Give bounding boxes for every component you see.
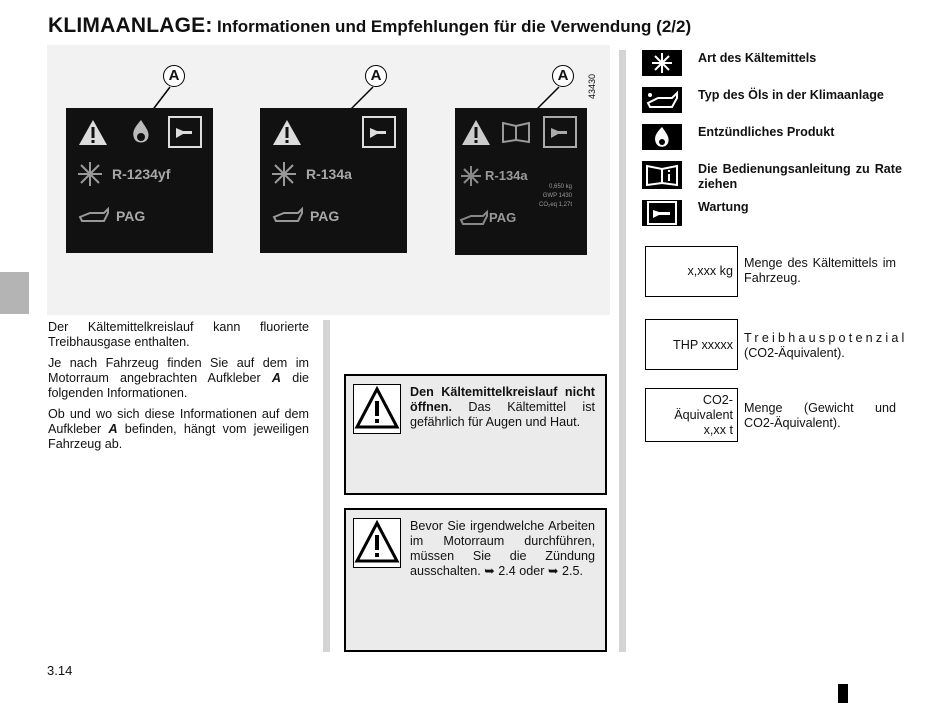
info-box-value [645,246,738,297]
wrench-icon [642,200,682,226]
manual-book-icon [501,120,531,144]
legend-icon [642,87,682,113]
info-value: CO2- Äquivalent x,xx t [674,393,733,437]
warning-triangle-icon [461,118,491,146]
callout-a-3: A [552,65,574,87]
warning-box-1 [344,374,607,495]
refrigerant-text: R-134a [306,166,352,182]
sticker-label-1 [66,108,213,253]
paragraph [48,356,309,401]
qty-line: CO₂eq 1,27t [539,202,573,208]
paragraph [48,407,309,452]
oil-text: PAG [489,210,517,225]
callout-ref: A [271,371,282,385]
wrench-icon [168,116,202,148]
qty-line: GWP 1430 [542,193,573,199]
legend-icon [642,200,682,226]
title-main: KLIMAANLAGE: [48,14,213,37]
warning-body: Das Kältemittel ist gefährlich für Augen und Haut. [410,400,595,429]
warning-text [410,385,595,430]
body-text [48,320,309,458]
snowflake-icon [642,50,682,76]
flame-icon [642,124,682,150]
sticker-label-2 [260,108,407,253]
refrigerant-text: R-1234yf [112,166,171,182]
oil-can-icon [642,87,682,113]
legend-icon [642,124,682,150]
callout-a-1: A [163,65,185,87]
legend-label: Art des Kältemittels [698,51,817,65]
wrench-icon [543,116,577,148]
page-title [48,14,691,38]
oil-text: PAG [116,208,146,224]
info-box-desc [744,401,896,431]
info-value: THP xxxxx [673,338,733,352]
text-span: befinden, hängt vom jeweiligen Fahrzeug ab. [48,422,309,451]
legend-label: Typ des Öls in der Klimaanlage [698,88,884,102]
text-span: Je nach Fahrzeug finden Sie auf dem im Motorraum angebrachten Aufkleber [48,356,309,385]
warning-triangle-icon [78,118,108,146]
warning-bold: Den Kältemittelkreislauf nicht öffnen. [410,385,595,414]
title-sub: Informationen und Empfehlungen für die Verwendung (2/2) [217,17,692,36]
callout-a-2: A [365,65,387,87]
snowflake-icon [270,160,298,188]
qty-line: 0,650 kg [548,184,573,190]
oil-can-icon [78,205,110,227]
desc-line: Menge (Gewicht und [744,401,896,415]
warning-triangle-icon [272,118,302,146]
wrench-icon [362,116,396,148]
legend-icon [642,50,682,76]
info-box-desc: Menge des Kältemittels im Fahrzeug. [744,256,896,285]
page-marker [838,684,848,703]
flame-icon [130,118,152,146]
desc-line: Treibhauspotenzial [744,331,908,345]
legend-label: Entzündliches Produkt [698,125,835,139]
text-span: die folgenden Informationen. [48,371,310,400]
legend-icon [642,161,682,189]
oil-can-icon [459,208,489,228]
quantity-lines [539,183,572,210]
desc-line: CO2-Äquivalent). [744,416,841,430]
manual-book-icon [642,161,682,189]
warning-text: Bevor Sie irgendwelche Arbeiten im Motorraum durchführen, müssen Sie die Zündung ausschalten. ➥ 2.4 oder ➥ 2.5. [410,519,595,578]
oil-can-icon [272,205,304,227]
warning-icon [353,518,401,568]
info-value: x,xxx kg [687,264,733,278]
column-divider [323,320,330,652]
sticker-figure [47,45,610,315]
column-divider [619,50,626,652]
info-box-value [645,388,738,442]
snowflake-icon [76,160,104,188]
warning-box-2 [344,508,607,652]
info-box-desc [744,331,908,361]
figure-ref-number: 43430 [587,73,597,99]
sticker-label-3 [455,108,587,255]
legend-label: Die Bedienungsanleitung zu Rate ziehen [698,162,902,191]
refrigerant-text: R-134a [485,168,528,183]
info-box-value [645,319,738,370]
paragraph: Der Kältemittelkreislauf kann fluorierte Treibhausgase enthalten. [48,320,309,349]
chapter-tab [0,272,29,314]
warning-icon [353,384,401,434]
page-number: 3.14 [47,663,73,678]
snowflake-icon [459,164,483,188]
callout-ref: A [108,422,118,436]
legend-label: Wartung [698,200,749,214]
text-span: Ob und wo sich diese Informationen auf dem Aufkleber [48,407,309,436]
desc-line: (CO2-Äquivalent). [744,346,845,360]
oil-text: PAG [310,208,340,224]
